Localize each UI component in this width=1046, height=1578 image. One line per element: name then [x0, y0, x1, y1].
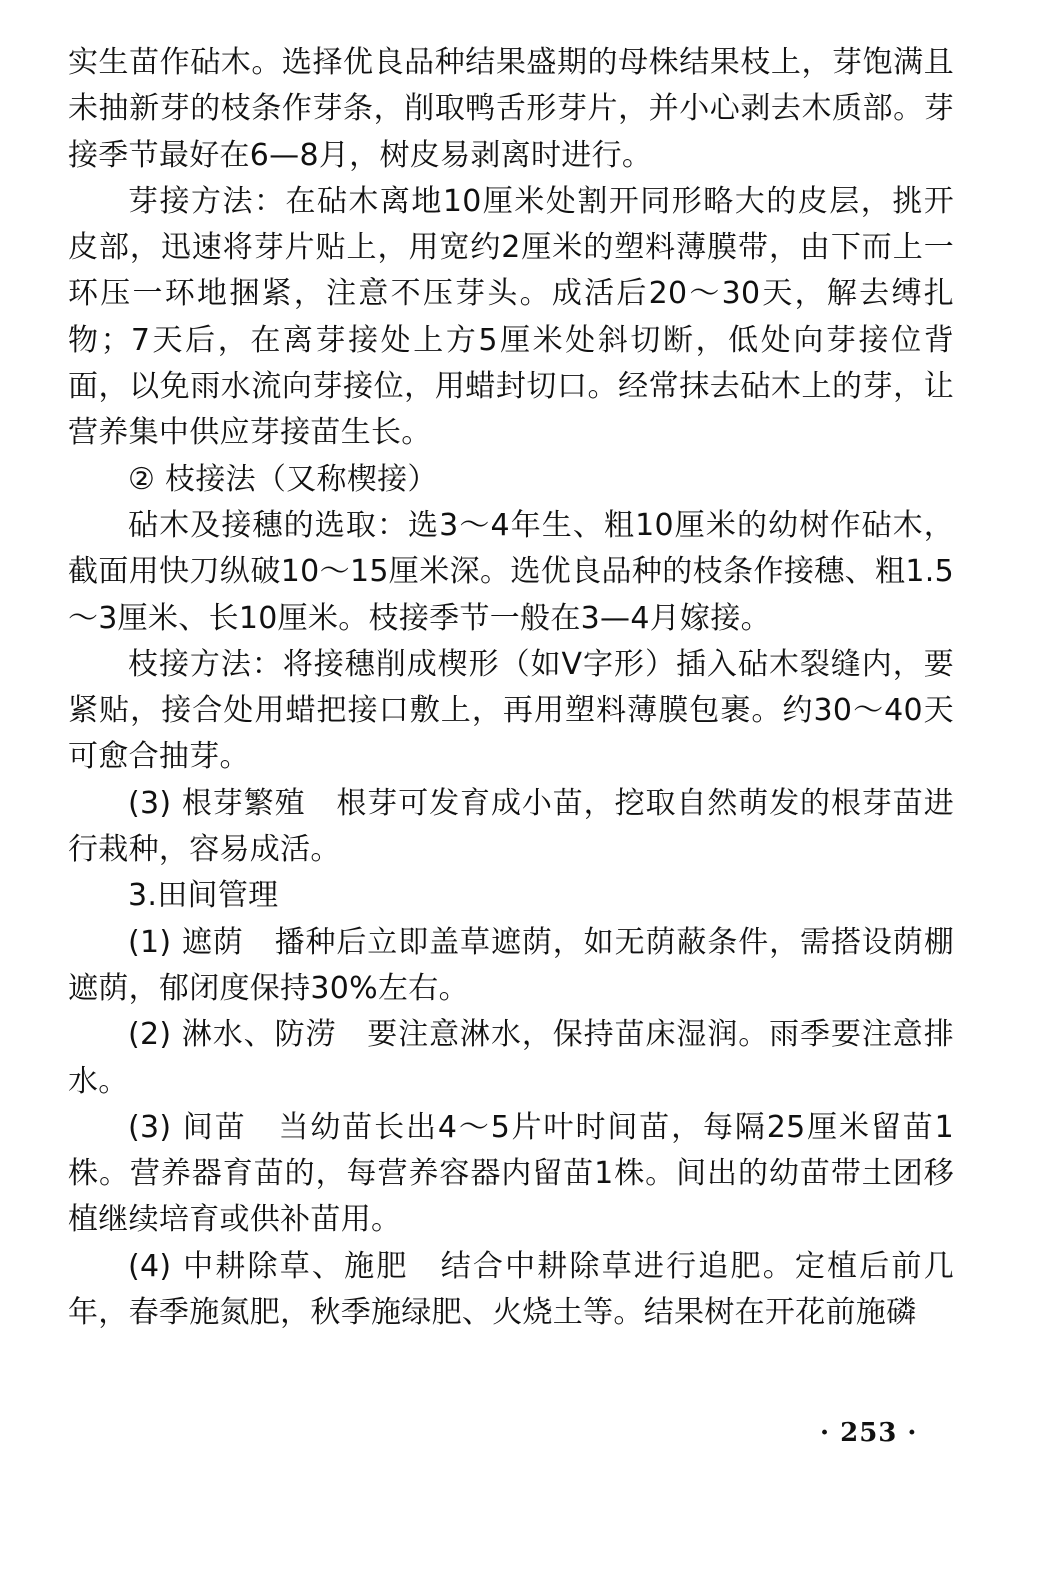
paragraph-watering-drainage: (2) 淋水、防涝 要注意淋水，保持苗床湿润。雨季要注意排水。	[68, 1017, 954, 1099]
paragraph-shading: (1) 遮荫 播种后立即盖草遮荫，如无荫蔽条件，需搭设荫棚遮荫，郁闭度保持30%左右。	[68, 924, 954, 1006]
heading-field-management: 3.田间管理	[128, 878, 279, 914]
paragraph-weeding-fertilizing: (4) 中耕除草、施肥 结合中耕除草进行追肥。定植后前几年，春季施氮肥，秋季施绿肥、火烧土等。结果树在开花前施磷	[68, 1248, 954, 1331]
paragraph-root-bud-propagation: (3) 根芽繁殖 根芽可发育成小苗，挖取自然萌发的根芽苗进行栽种，容易成活。	[68, 785, 954, 868]
paragraph-rootstock-scion-selection: 砧木及接穗的选取：选3～4年生、粗10厘米的幼树作砧木，截面用快刀纵破10～15厘米深。选优良品种的枝条作接穗、粗1.5～3厘米、长10厘米。枝接季节一般在3—4月嫁接。	[68, 507, 954, 636]
paragraph-thinning-seedlings: (3) 间苗 当幼苗长出4～5片叶时间苗，每隔25厘米留苗1株。营养器育苗的，每营养容器内留苗1株。间出的幼苗带土团移植继续培育或供补苗用。	[68, 1109, 954, 1238]
paragraph-branch-grafting-method: 枝接方法：将接穗削成楔形（如V字形）插入砧木裂缝内，要紧贴，接合处用蜡把接口敷上，再用塑料薄膜包裹。约30～40天可愈合抽芽。	[68, 646, 954, 775]
page-number: · 253 ·	[820, 1418, 918, 1448]
heading-branch-grafting: ② 枝接法（又称楔接）	[128, 461, 438, 497]
page-body	[68, 40, 954, 1336]
paragraph-bud-grafting-method: 芽接方法：在砧木离地10厘米处割开同形略大的皮层，挑开皮部，迅速将芽片贴上，用宽约2厘米的塑料薄膜带，由下而上一环压一环地捆紧，注意不压芽头。成活后20～30天，解去缚扎物；7天后，在离芽接处上方5厘米处斜切断，低处向芽接位背面，以免雨水流向芽接位，用蜡封切口。经常抹去砧木上的芽，让营养集中供应芽接苗生长。	[68, 183, 954, 451]
paragraph-bud-grafting-intro: 实生苗作砧木。选择优良品种结果盛期的母株结果枝上，芽饱满且未抽新芽的枝条作芽条，削取鸭舌形芽片，并小心剥去木质部。芽接季节最好在6—8月，树皮易剥离时进行。	[68, 45, 954, 173]
